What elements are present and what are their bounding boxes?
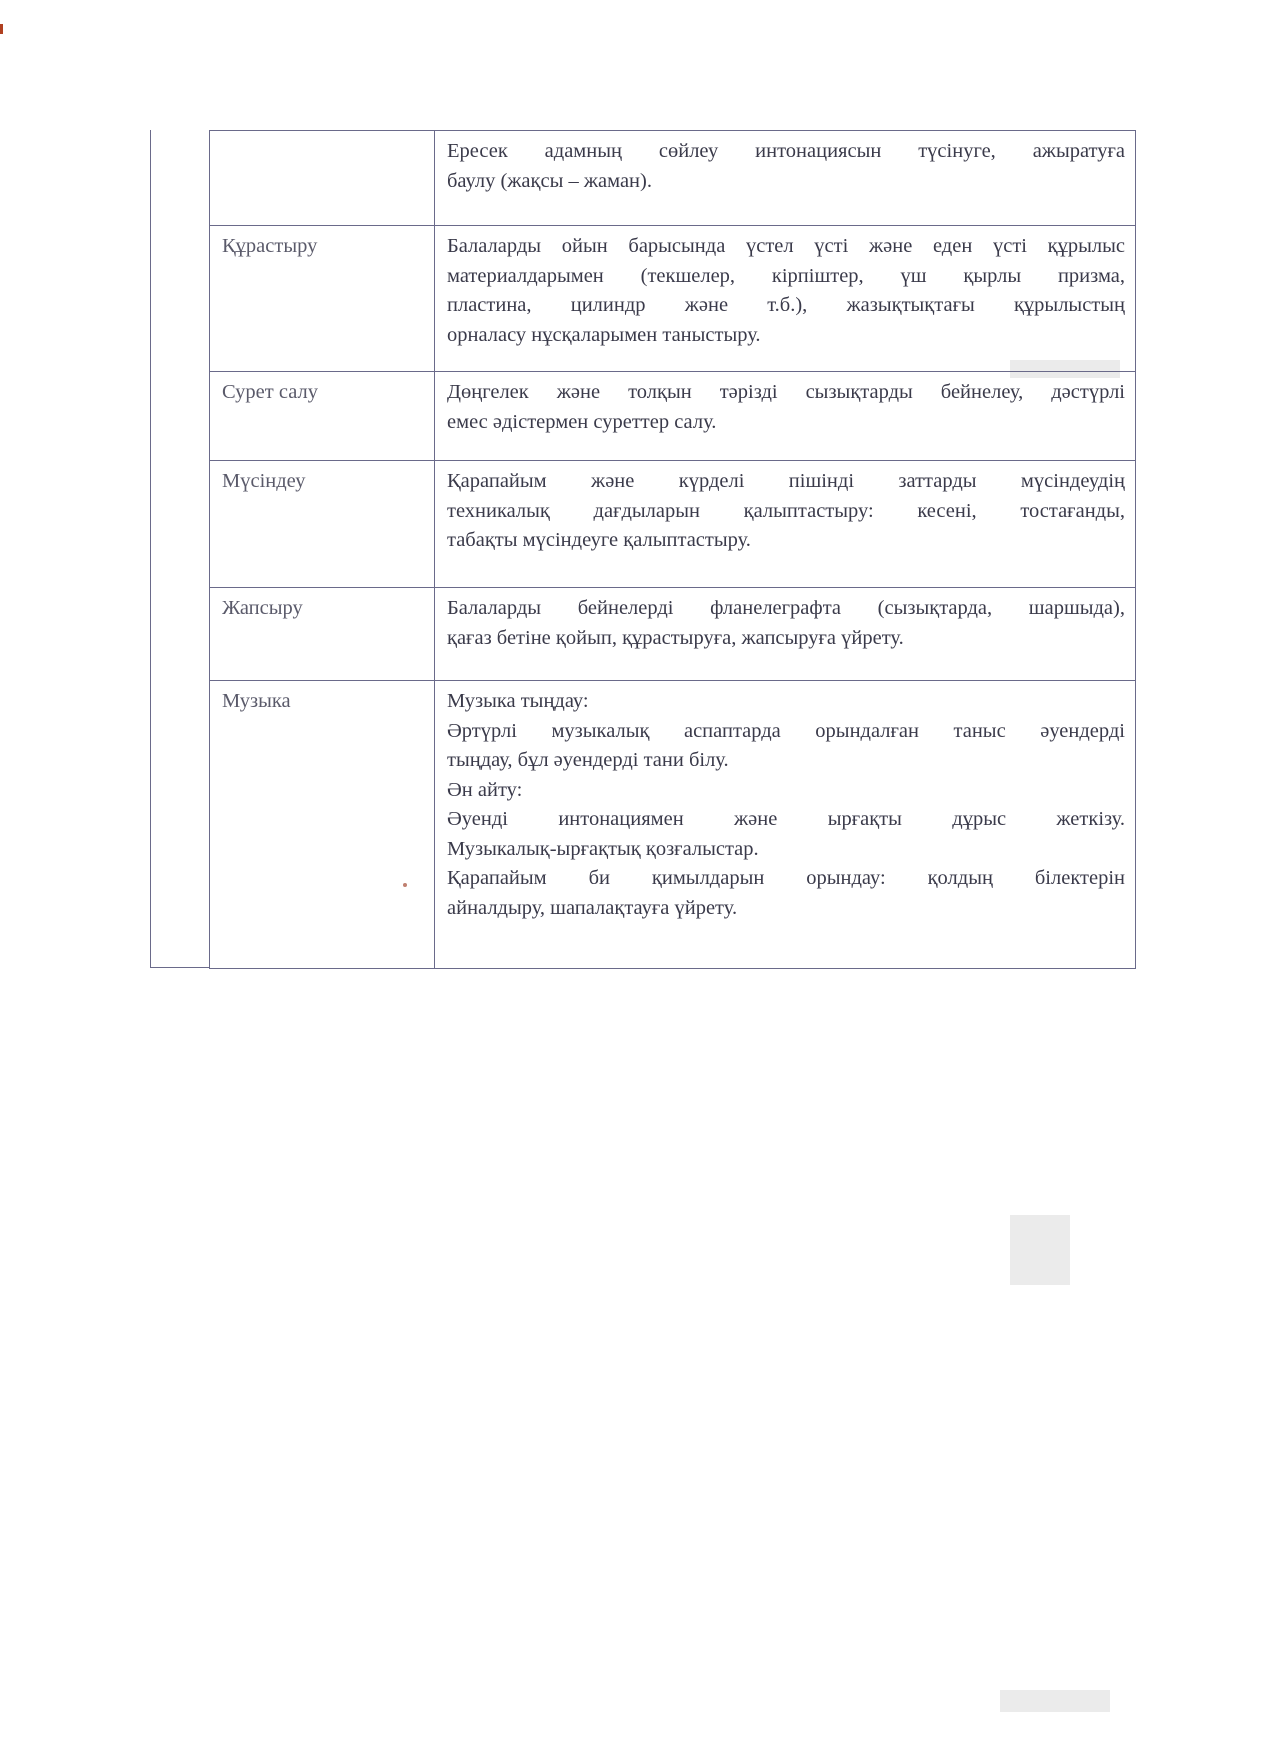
table-row <box>210 461 1136 588</box>
content-line: Ән айту: <box>447 778 523 801</box>
table-row <box>210 588 1136 681</box>
content-cell <box>435 461 1136 588</box>
content-line: Қарапайым би қимылдарын орындау: қолдың білектерін <box>447 867 1125 889</box>
subject-cell: Жапсыру <box>210 588 435 681</box>
content-line: Балаларды бейнелерді фланелеграфта (сызықтарда, шаршыда), <box>447 597 1125 619</box>
content-line: материалдарымен (текшелер, кірпіштер, үш қырлы призма, <box>447 264 1125 287</box>
content-line: Әуенді интонациямен және ырғақты дұрыс жеткізу. <box>447 808 1125 830</box>
content-line: тыңдау, бұл әуендерді тани білу. <box>447 749 729 771</box>
content-cell <box>435 681 1136 969</box>
margin-line-bottom <box>150 967 210 968</box>
content-line: Қарапайым және күрделі пішінді заттарды мүсіндеудің <box>447 470 1125 492</box>
subject-cell: Мүсіндеу <box>210 461 435 588</box>
content-line: табақты мүсіндеуге қалыптастыру. <box>447 529 751 551</box>
content-line: Балаларды ойын барысында үстел үсті және еден үсті құрылыс <box>447 235 1125 257</box>
content-line: Музыкалық-ырғақтық қозғалыстар. <box>447 837 759 860</box>
subject-cell <box>210 131 435 226</box>
scan-artifact <box>1010 1215 1070 1285</box>
content-line: Ересек адамның сөйлеу интонациясын түсінуге, ажыратуға <box>447 140 1125 162</box>
curriculum-table <box>209 130 1136 969</box>
content-line: Музыка тыңдау: <box>447 690 589 712</box>
table-row <box>210 681 1136 969</box>
subject-cell: Құрастыру <box>210 226 435 372</box>
scan-artifact <box>1000 1690 1110 1712</box>
content-line: айналдыру, шапалақтауға үйрету. <box>447 896 738 919</box>
content-line: пластина, цилиндр және т.б.), жазықтықтағы құрылыстың <box>447 294 1125 316</box>
content-cell <box>435 226 1136 372</box>
table-row <box>210 226 1136 372</box>
scan-artifact <box>403 883 407 887</box>
content-line: емес әдістермен суреттер салу. <box>447 410 717 433</box>
content-line: Дөңгелек және толқын тәрізді сызықтарды бейнелеу, дәстүрлі <box>447 381 1125 403</box>
subject-cell: Сурет салу <box>210 372 435 461</box>
scan-artifact <box>0 24 3 34</box>
content-cell <box>435 131 1136 226</box>
content-cell <box>435 588 1136 681</box>
margin-line <box>150 130 151 968</box>
content-line: орналасу нұсқаларымен таныстыру. <box>447 323 761 346</box>
subject-cell: Музыка <box>210 681 435 969</box>
table-row <box>210 372 1136 461</box>
content-line: баулу (жақсы – жаман). <box>447 169 652 192</box>
table-row <box>210 131 1136 226</box>
content-line: Әртүрлі музыкалық аспаптарда орындалған таныс әуендерді <box>447 719 1125 742</box>
content-cell <box>435 372 1136 461</box>
content-line: техникалық дағдыларын қалыптастыру: кесені, тостағанды, <box>447 499 1125 522</box>
content-line: қағаз бетіне қойып, құрастыруға, жапсыруға үйрету. <box>447 626 904 649</box>
